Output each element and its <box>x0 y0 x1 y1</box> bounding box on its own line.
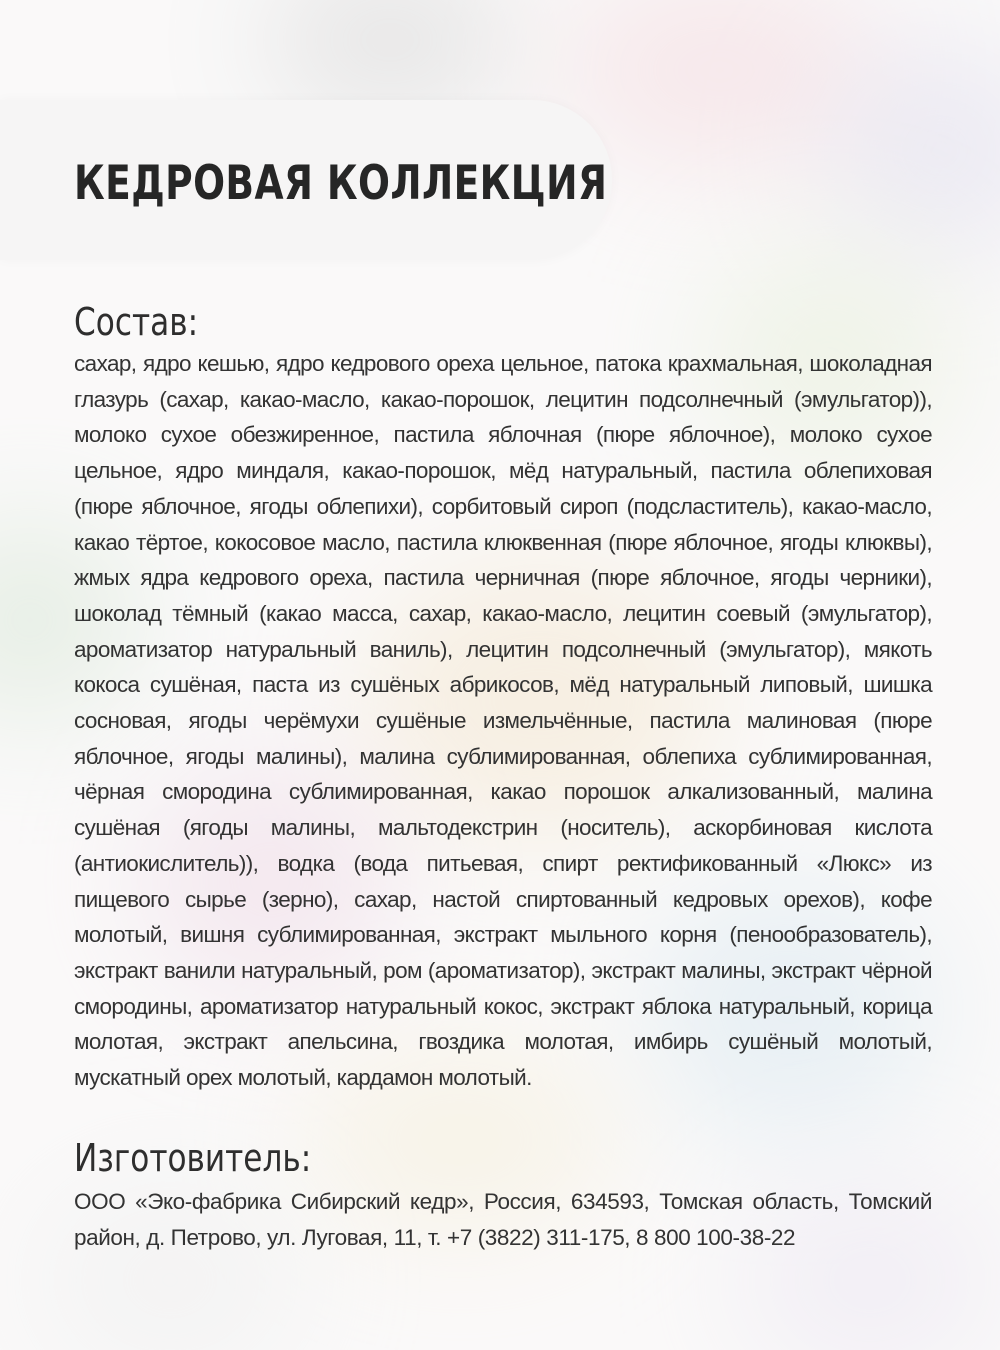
manufacturer-text: ООО «Эко-фабрика Сибирский кедр», Россия, 634593, Томская область, Томский район, д. Петрово, ул. Луговая, 11, т. +7 (3822) 311-175, 8 800 100-38-22 <box>74 1189 932 1250</box>
composition-text: сахар, ядро кешью, ядро кедрового ореха цельное, патока крахмальная, шоколадная глазурь (сахар, какао-масло, какао-порошок, лецитин подсолнечный (эмульгатор)), молоко сухое обезжиренное, пастила яблочная (пюре яблочное), молоко сухое цельное, ядро миндаля, какао-порошок, мёд натуральный, пастила облепиховая (пюре яблочное, ягоды облепихи), сорбитовый сироп (подсластитель), какао-масло, какао тёртое, кокосовое масло, пастила клюквенная (пюре яблочное, ягоды клюквы), жмых ядра кедрового ореха, пастила черничная (пюре яблочное, ягоды черники), шоколад тёмный (какао масса, сахар, какао-масло, лецитин соевый (эмульгатор), ароматизатор натуральный ваниль), лецитин подсолнечный (эмульгатор), мякоть кокоса сушёная, паста из сушёных абрикосов, мёд натуральный липовый, шишка сосновая, ягоды черёмухи сушёные измельчённые, пастила малиновая (пюре яблочное, ягоды малины), малина сублимированная, облепиха сублимированная, чёрная смородина сублимированная, какао порошок алкализованный, малина сушёная (ягоды малины, мальтодекстрин (носитель), аскорбиновая кислота (антиокислитель)), водка (вода питьевая, спирт ректификованный «Люкс» из пищевого сырье (зерно), сахар, настой спиртованный кедровых орехов), кофе молотый, вишня сублимированная, экстракт мыльного корня (пенообразователь), экстракт ванили натуральный, ром (ароматизатор), экстракт малины, экстракт чёрной смородины, ароматизатор натуральный кокос, экстракт яблока натуральный, корица молотая, экстракт апельсина, гвоздика молотая, имбирь сушёный молотый, мускатный орех молотый, кардамон молотый. <box>74 351 932 1091</box>
manufacturer-heading: Изготовитель: <box>74 1136 312 1180</box>
page-title: КЕДРОВАЯ КОЛЛЕКЦИЯ <box>74 156 608 211</box>
composition-heading: Состав: <box>74 300 199 344</box>
